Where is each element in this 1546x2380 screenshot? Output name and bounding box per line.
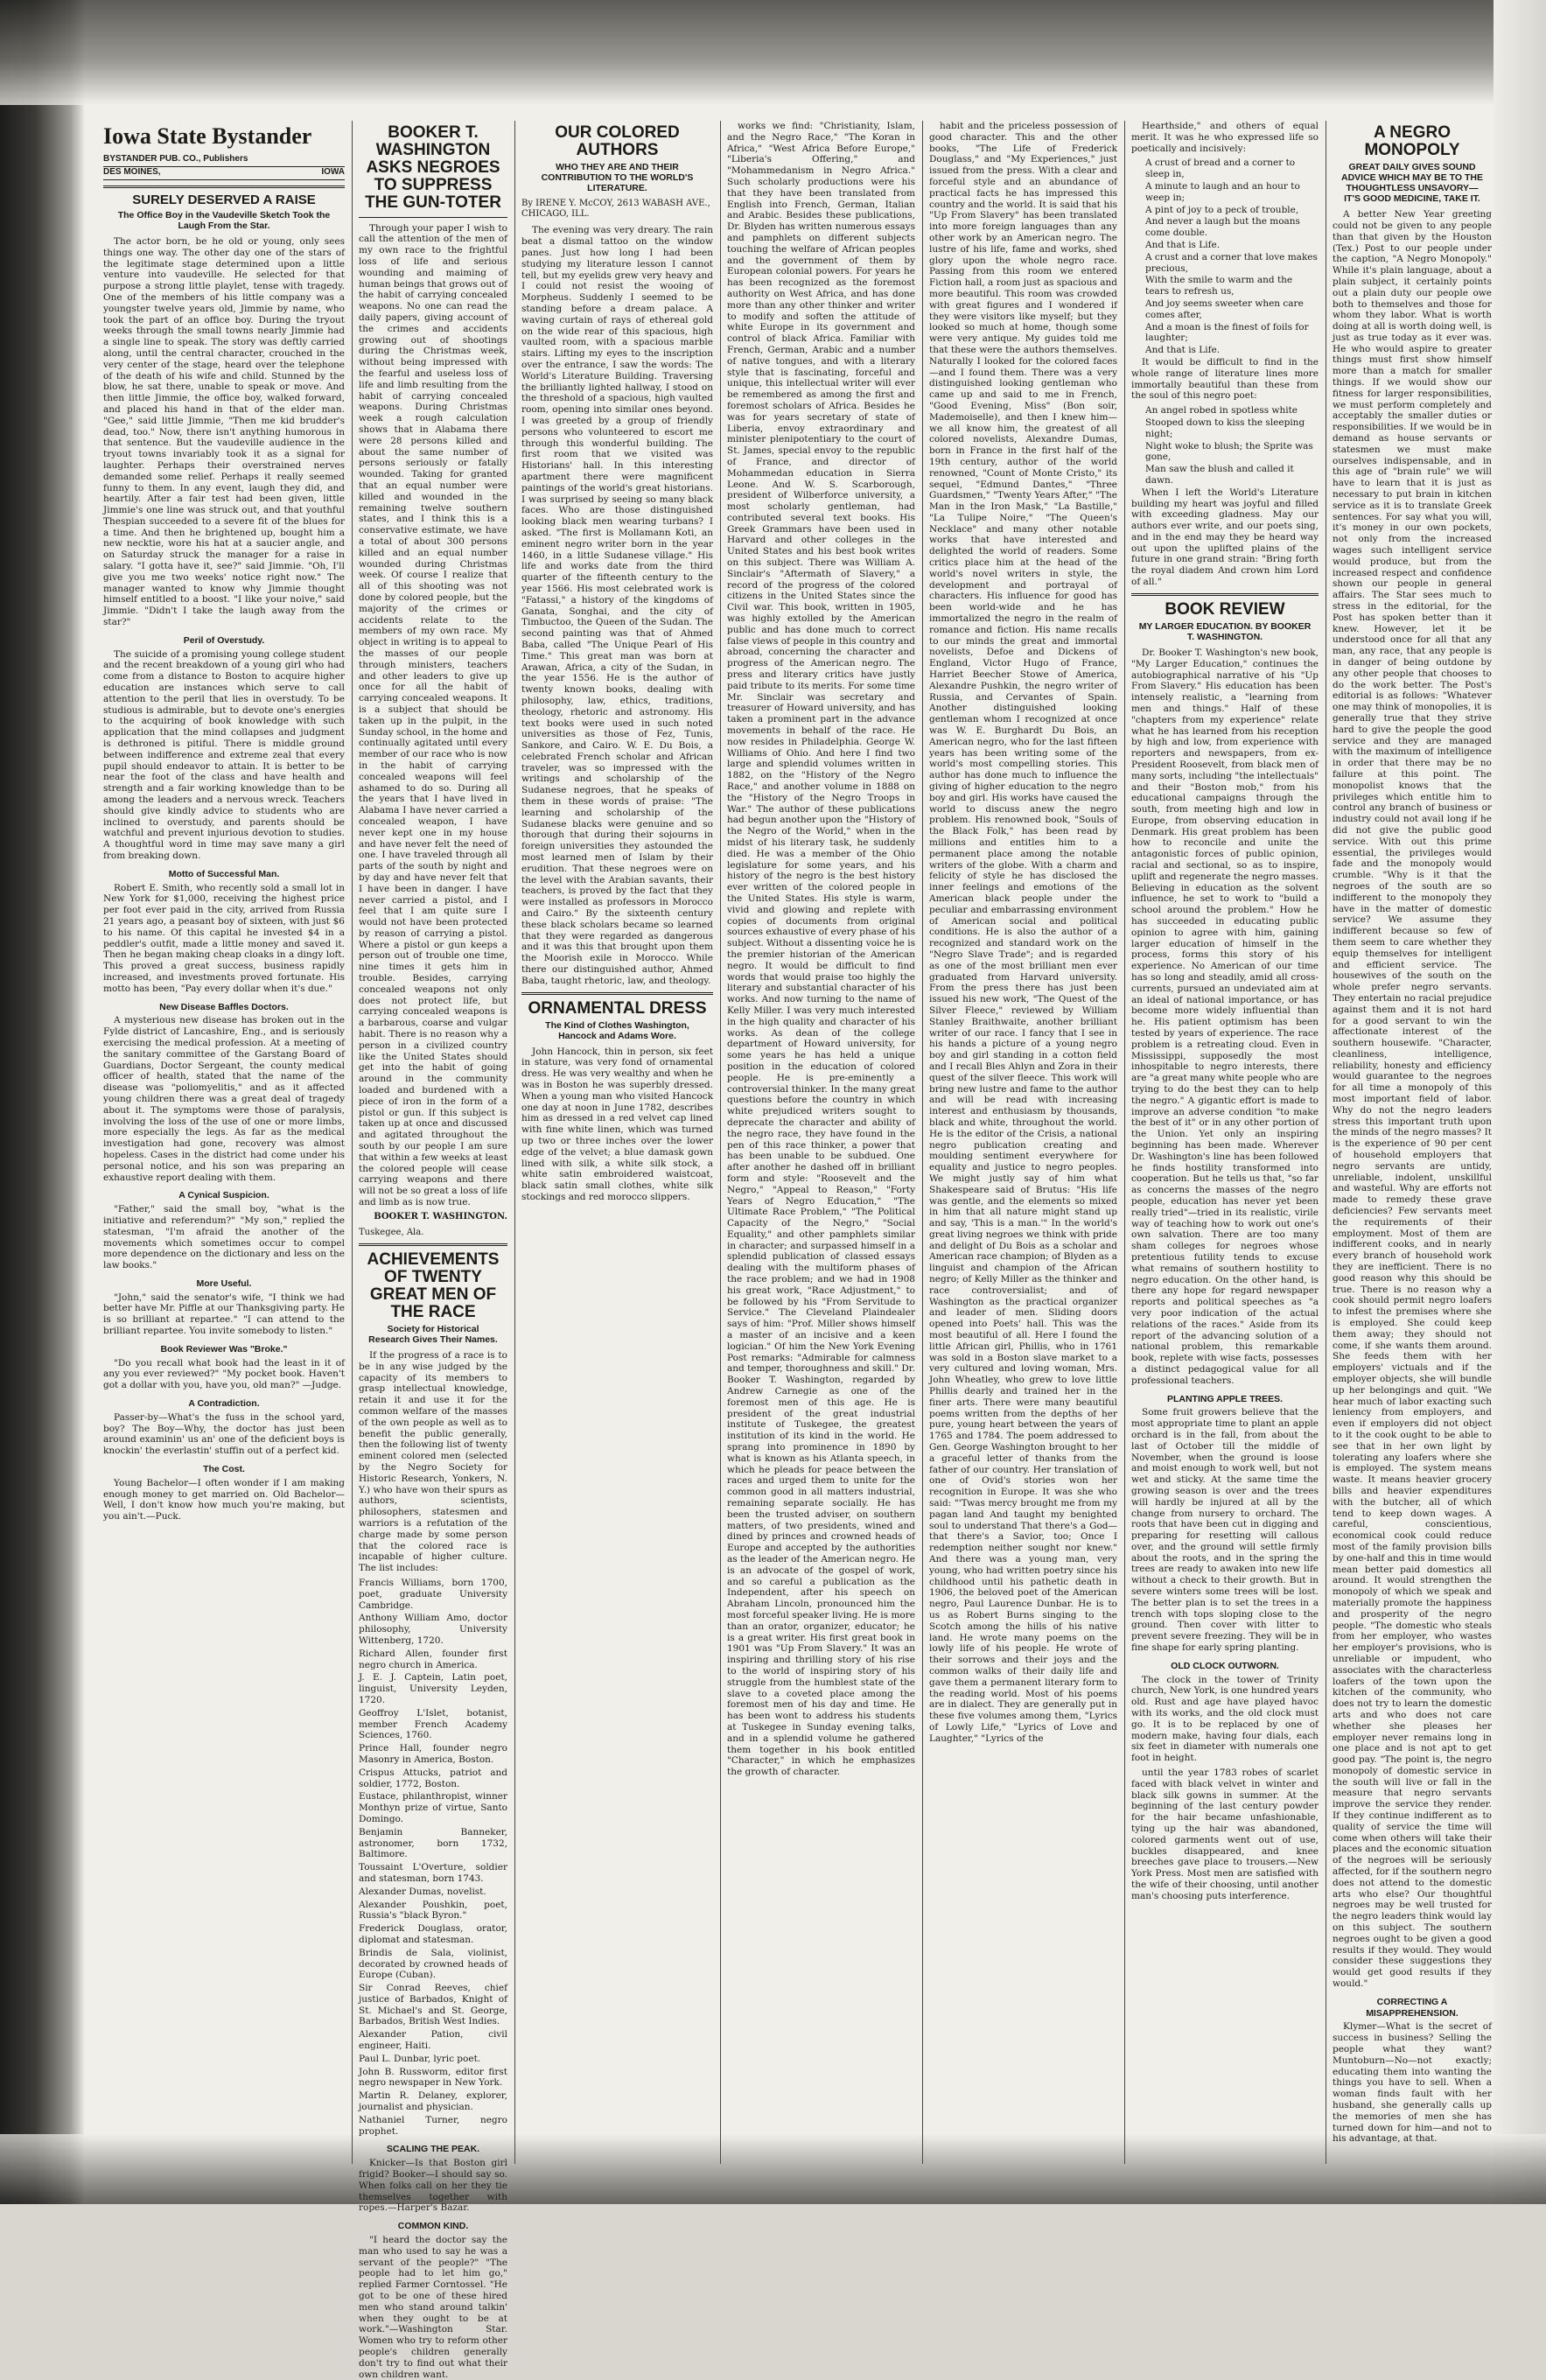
scan-edge-left [0,0,84,2204]
headline: BOOKER T. WASHINGTON ASKS NEGROES TO SUPPRESS THE GUN-TOTER [365,123,501,212]
list-item: Paul L. Dunbar, lyric poet. [359,2053,481,2064]
article-body: When I left the World's Literature building my heart was joyful and filled with exceeding gladness. May our authors ever write, and our poets sing, and in the end may they be heard way out upon the uplifted plains of the future in one grand strain: "Bring forth the royal diadem And crown him Lord of all." [1131,486,1319,588]
list-item: Nathaniel Turner, negro prophet. [359,2114,507,2137]
column-4 [727,121,915,2164]
list-item: Alexander Pation, civil engineer, Haiti. [359,2029,507,2052]
article-body: The suicide of a promising young college student and the recent breakdown of a young girl who had come from a distance to Boston to acquire higher education are instances which serve to call attention to the peril that lies in overstudy. To be studious is admirable, but to devote one's energies to the acquiring of book knowledge with such application that the mind collapses and judgment is dethroned is pitiful. There is middle ground between indifference and extreme zeal that every pupil should endeavor to attain. It is better to be near the foot of the class and have health and strength and a fair working knowledge than to be among the leaders and a nervous wreck. Teachers should give kindly advice to students who are inclined to overstudy, and parents should be watchful and prevent injurious devotion to studies. A thoughtful word in time may save many a girl from breaking down. [103,648,345,861]
subheading: PLANTING APPLE TREES. [1166,1393,1284,1404]
scan-edge-top [0,0,1546,105]
poem [1131,158,1319,356]
column-6 [1131,121,1319,2164]
poem-line: An angel robed in spotless white [1145,405,1298,416]
article-body: Young Bachelor—I often wonder if I am making enough money to get married on. Old Bachelor—Well, I don't know how much you're making, but you ain't.—Puck. [103,1477,345,1522]
headline: ACHIEVEMENTS OF TWENTY GREAT MEN OF THE RACE [367,1250,500,1321]
article-body: habit and the priceless possession of good character. This and the other books, "The Life of Frederick Douglass," and "My Experiences," just issued from the press. With a clear and forceful style and an abundance of practical facts he has impressed this country and the world. It is said that his "Up From Slavery" has been translated into more foreign languages than any other work by an American negro. The lustre of his life, fame and works, shed glory upon the whole negro race. Passing from this room we entered Fiction hall, a room just as spacious and more beautiful. This room was crowded with great figures and I wondered if they were visitors like myself; but they looked so much at home, though some were very antique. My guides told me that these were the authors themselves. Naturally I looked for the colored faces—and I found them. There was a very distinguished looking gentleman who came up and said to me in French, "Good Evening, Miss" (Bon soir, Mademoiselle), and then I knew him—we all know him, the greatest of all colored novelists, Alexandre Dumas, born in France in the first half of the 19th century, author of the world renowned, "Count of Monte Cristo," its sequel, "Edmund Dantes," "Three Guardsmen," "Twenty Years After," "The Man in the Iron Mask," "La Bastille," "La Tulipe Noire," "The Queen's Necklace" and many other notable works that have interested and delighted the world of readers. Some critics place him at the head of the world's novel writers in style, the development and portrayal of characters. His influence for good has been world-wide and he has immortalized the negro in the realm of romance and fiction. His name recalls to our minds the great and immortal novelists, Defoe and Dickens of England, Victor Hugo of France, Harriet Beecher Stowe of America, Alexandre Pushkin, the negro writer of Russia, and Cervantes of Spain. Another distinguished looking gentleman whom I recognized at once was W. E. Burghardt Du Bois, an American negro, who for the last fifteen years has been writing some of the world's most compelling stories. This author has done much to influence the giving of higher education to the negro boy and girl. His works have caused the world to discuss anew the negro problem. His renowned book, "Souls of the Black Folk," has been read by millions and entitles him to a permanent place among the notable writers of the globe. With a charm and felicity of style he has disclosed the inner feelings and emotions of the American black people under the peculiar and embarrassing environment of American social and political conditions. He is also the author of a recognized and standard work on the "Negro Slave Trade"; and is regarded as one of the most brilliant men ever graduated from Harvard university. From the press there has just been issued his new work, "The Quest of the Silver Fleece," reviewed by William Stanley Braithwaite, another brilliant writer of our race. I fancy that I see in his hands a picture of a young negro boy and girl standing in a cotton field and I recall Bles Ahlyn and Zora in their quest of the silver fleece. This work will bring new lustre and fame to the author and will be read with increasing interest and enthusiasm by thousands, black and white, throughout the world. He is the editor of the Crisis, a national negro publication creating and moulding sentiment everywhere for equality and justice to negro peoples. We might justly say of him what Shakespeare said of Brutus: "His life was gentle, and the elements so mixed in him that all nature might stand up and say, 'This is a man.'" In the world's great living negroes we think with pride and delight of Du Bois as a scholar and American race champion; of Blyden as a linguist and champion of the African negro; of Kelly Miller as the thinker and race controversialist; and of Washington as the practical organizer and leader of men. Sliding doors opened into Poets' hall. This was the most beautiful of all. Here I found the little African girl, Phillis, who in 1761 was sold in a Boston slave market to a very cultured and loving woman, Mrs. John Wheatley, who grew to love little Phillis dearly and trained her in the finer arts. There were many beautiful poems written from the depths of her pure, young heart between the years of 1765 and 1784. The poem addressed to Gen. George Washington brought to her a graceful letter of thanks from the father of our country. Her translation of one of Ovid's stories won her recognition in Europe. It was she who said: "'Twas mercy brought me from my pagan land And taught my benighted soul to understand That there's a God—that there's a Savior, too; Once I redemption neither sought nor knew." And there was a young man, very young, who had written poetry since his childhood until his pathetic death in 1906, the beloved poet of the American negro, Paul Laurence Dunbar. He is to us as Robert Burns singing to the Scotch among the hills of his native land. He wrote many poems on the lowly life of his people. He wrote of their sorrows and their joys and the common walks of their daily life and gave them a permanent literary form to the reading world. Most of his poems are in dialect. They are generally put in these five volumes among them, "Lyrics of Lowly Life," "Lyrics of Love and Laughter," "Lyrics of the [929,121,1117,1744]
list-item: John B. Russworm, editor first negro newspaper in New York. [359,2066,507,2089]
headline: ORNAMENTAL DRESS [528,998,707,1018]
poem [1131,405,1319,486]
masthead-city: DES MOINES, [103,166,161,177]
headline: OUR COLORED AUTHORS [555,123,680,159]
poem-line: And that is Life. [1145,239,1221,250]
masthead-location-row [103,167,345,180]
article-body: Robert E. Smith, who recently sold a small lot in New York for $1,000, receiving the highest price per foot ever paid in the city, arrived from Russia 21 years ago, a peasant boy of sixteen, with just $6 to his name. Of this capital he invested $4 in a peddler's outfit, made a little money and saved it. Then he began making cheap cloaks in a dingy loft. This proved a great success, business rapidly increased, and investments proved fortunate. His motto has been, "Pay every dollar when it's due." [103,882,345,994]
list-item: Francis Williams, born 1700, poet, graduate University Cambridge. [359,1578,507,1611]
article-body: Hearthside," and others of equal merit. It was he who expressed life so poetically and incisively: [1131,121,1319,154]
list-item: Brindis de Sala, violinist, decorated by crowned heads of Europe (Cuban). [359,1947,507,1981]
headline-deck: The Office Boy in the Vaudeville Sketch Took the Laugh From the Star. [117,209,331,231]
column-5 [929,121,1117,2164]
article-body: works we find: "Christianity, Islam, and the Negro Race," "The Koran in Africa," "West Africa Before Europe," "Liberia's Offering," and "Mohammedanism in Negro Africa." Such scholarly productions were his that they have been translated from English into French, German, Italian and Arabic. Besides these publications, Dr. Blyden has written numerous essays and pamphlets on different subjects touching the welfare of African peoples and the government of them by European colonial powers. For years he has been recognized as the foremost authority on West Africa, and has done more than any other thinker and writer to modify and soften the attitude of white Europe in its government and control of black Africa. Familiar with French, German, Arabic and a number of native tongues, and with a literary style that is fascinating, forceful and unique, this intellectual writer will ever be remembered as among the first and foremost scholars of Africa. Besides he was for years secretary of state of Liberia, envoy extraordinary and minister plenipotentiary to the court of St. James, special envoy to the republic of France, and director of Mohammedan education in Sierra Leone. And W. S. Scarborough, president of Wilberforce university, a most scholarly gentleman, had contributed several text books. His Greek Grammars have been used in Harvard and other colleges in the United States and his best book writes on this subject. There was William A. Sinclair's "Aftermath of Slavery," a record of the progress of the colored citizens in the United States since the Civil war. This book, written in 1905, was highly extolled by the American public and has done much to correct false views of people in this country and abroad, concerning the character and progress of the American negro. The press and literary critics have justly paid tribute to its merits. For some time Mr. Sinclair was secretary and treasurer of Howard university, and has taken a prominent part in the advance movements in behalf of the race. He now resides in Philadelphia. George W. Williams of Ohio. And here I find two large and splendid volumes written in 1882, on the "History of the Negro Race," and another volume in 1888 on the "History of the Negro Troops in War." The author of these publications had begun another upon the "History of the Negro of the World," when in the midst of his literary task, he suddenly died. He was a member of the Ohio legislature for some years, and his history of the negro is the best history ever written of the colored people in the United States. His style is warm, vivid and glowing and replete with copies of documents from original sources exhaustive of every phase of his subject. Without a dissenting voice he is the premier historian of the American negro. It would be difficult to find words that would praise too highly the literary and substantial character of his works. And now turning to the name of Kelly Miller. I was very much interested in the high quality and character of his works. As dean of the college department of Howard university, for some years he has held a unique position in the education of colored people. He is pre-eminently a controversial thinker. In the many great questions before the country in which white prejudiced writers sought to deprecate the character and ability of the negro race, they have found in the pen of this race thinker, a power that has been unable to be subdued. One after another he dashed off in brilliant form and style: "Roosevelt and the Negro," "Appeal to Reason," "Forty Years of Negro Education," "The Ultimate Race Problem," "The Political Capacity of the Negro," "Social Equality," and other pamphlets similar in character; and surpassed himself in a splendid publication of classed essays dealing with the multiform phases of the race problem; and we had in 1908 his great work, "Race Adjustment," to be followed by his "From Servitude to Service." The Cleveland Plaindealer says of him: "Prof. Miller shows himself a master of an incisive and a keen logician." Of him the New York Evening Post remarks: "Admirable for calmness and temper, thoroughness and skill." Dr. Booker T. Washington, regarded by Andrew Carnegie as one of the foremost men of this age. He is president of the great industrial institute of Tuskegee, the greatest institution of its kind in the world. He sprang into prominence in 1890 by what is known as his Atlanta speech, in which he pleads for peace between the races and urged them to unite for the common good in all matters industrial, remaining separate socially. He has been the trusted adviser, on southern matters, of two presidents, wined and dined by princes and crowned heads of Europe and accepted by the authorities as the leader of the American negro. He is an advocate of the gospel of work, and so careful a publication as the Independent, after his speech on Abraham Lincoln, pronounced him the most forceful speaker living. He is more than an orator, organizer, educator; he is a great writer. His first great book in 1901 was "Up From Slavery." It was an inspiring and thrilling story of his rise to the world of inspiring story of his struggle from the humblest state of the slave to a coveted place among the foremost men of his day and time. He has been wont to address his students at Tuskegee in Sunday evening talks, and in a splendid volume he gathered them together in his book entitled "Character," in which he emphasizes the growth of character. [727,121,915,1778]
poem-line: Man saw the blush and called it dawn. [1145,464,1294,486]
list-item: Toussaint L'Overture, soldier and statesman, born 1743. [359,1862,507,1884]
article-body: "John," said the senator's wife, "I think we had better have Mr. Piffle at our Thanksgiving party. He is so brilliant at repartee." "I can attend to the brilliant repartee. You invite somebody to listen." [103,1292,345,1337]
headline: A NEGRO MONOPOLY [1364,123,1460,159]
list-item: Anthony William Amo, doctor philosophy, University Wittenberg, 1720. [359,1613,507,1646]
subheading: Peril of Overstudy. [183,634,265,646]
divider [359,1243,507,1246]
list-item: Prince Hall, founder negro Masonry in America, Boston. [359,1743,507,1765]
list-item: Crispus Attucks, patriot and soldier, 1772, Boston. [359,1767,507,1789]
list-item: Frederick Douglass, orator, diplomat and statesman. [359,1923,507,1945]
article-body: Passer-by—What's the fuss in the school yard, boy? The Boy—Why, the doctor has just been around examinin' us an' one of the deficient boys is knockin' the everlastin' stuffin out of a perfect kid. [103,1411,345,1457]
article-body: A mysterious new disease has broken out in the Fylde district of Lancashire, Eng., and is seriously exercising the medical profession. At a meeting of the sanitary committee of the Garstang Board of Guardians, Doctor Sergeant, the county medical officer of health, stated that the name of the disease was "poliomyelitis," and as it affected young children there was a great deal of tragedy about it. The symptoms were those of paralysis, involving the loss of the use of one or more limbs, more especially the legs. As far as the medical investigation had gone, recovery was almost hopeless. Cases in the district had come under his personal notice, and his son was preparing an exhaustive report dealing with them. [103,1015,345,1183]
article-body: "Father," said the small boy, "what is the initiative and referendum?" "My son," replied the statesman, "I'm afraid the another of the movements which sometimes occur to compel more dependence on the dictionary and less on the law books." [103,1204,345,1271]
subheading: More Useful. [196,1278,252,1289]
column-1 [103,121,345,2164]
dateline: Tuskegee, Ala. [359,1228,424,1237]
article-body: Dr. Booker T. Washington's new book, "My Larger Education," continues the autobiographical narrative of his "Up From Slavery." His education has been intensely realistic, a "learning from men and things." Half of these "chapters from my experience" relate what he has learned from his reception by high and low, from experience with reporters and newspapers, from ex-President Roosevelt, from black men of many sorts, including "the intellectuals" and their "Boston mob," from his educational campaigns through the south, from meeting high and low in Europe, from observing education in Denmark. His great problem has been how to reconcile and unite the antagonistic forces of public opinion, racial and sectional, so as to inspire, uplift and regenerate the negro masses. Believing in education as the solvent influence, he set to work to "build a school around the problem." How he has succeeded in educating public opinion to agree with him, gaining larger education of himself in the process, forms this story of his experience. No American of our time has so long and steadily, amid all cross-currents, pursued an undeviated aim at an ideal of national importance, or has become more widely influential than he. His patient optimism has been tested by years of experience. The race problem is a retreating cloud. Even in Mississippi, supposedly the most inhospitable to negro interests, there are "a great many white people who are trying to do the best they can to help the negro." A gigantic effort is made to improve an adverse condition "to make the best of it" or in any other portion of the Union. Yet only an inspiring beginning has been made. Wherever Dr. Washington's line has been followed he finds hostility transformed into cooperation. But he tells us that, "so far as concerns the masses of the negro people, education has never yet been really tried"—tried in its realistic, virile way of teaching how to work out one's own salvation. There are too many sham colleges for negroes whose pretentious futility tends to excuse what remains of southern hostility to negro education. On the other hand, is there any hope for regard newspaper reports and political speeches as "a very poor indication of the actual relations of the races." Aside from its report of the advancing solution of a national problem, this remarkable book, replete with wise facts, possesses a distinct pedagogical value for all professional teachers. [1131,647,1319,1386]
poem-line: Night woke to blush; the Sprite was gone, [1145,440,1313,463]
poem-line: And never a laugh but the moans come double. [1145,216,1300,239]
poem-line: A crust of bread and a corner to sleep in, [1145,158,1296,180]
column-3 [521,121,713,2164]
masthead-title: Iowa State Bystander [103,123,312,149]
signature: BOOKER T. WASHINGTON. [374,1211,507,1222]
list-item: Richard Allen, founder first negro church in America. [359,1648,507,1670]
poem-line: With the smile to warm and the tears to refresh us, [1145,275,1293,298]
article-body: John Hancock, thin in person, six feet in stature, was very fond of ornamental dress. He was very wealthy and when he was in Boston he was superbly dressed. When a young man who visited Hancock one day at noon in June 1782, describes him as dressed in a red velvet cap lined with fine white linen, which was turned up two or three inches over the lower edge of the velvet; a blue damask gown lined with silk, a white silk stock, a white satin embroidered waistcoat, black satin small clothes, white silk stockings and red morocco slippers. [521,1046,713,1203]
divider [103,186,345,188]
article-body: If the progress of a race is to be in any wise judged by the capacity of its members to grasp intellectual knowledge, retain it and use it for the common welfare of the masses of the own people as well as to benefit the public generally, then the following list of twenty eminent colored men (selected by the Negro Society for Historic Research, Yonkers, N. Y.) who have won their spurs as authors, scientists, philosophers, statesmen and warriors is a refutation of the charge made by some person that the colored race is incapable of higher culture. The list includes: [359,1350,507,1574]
headline-deck: The Kind of Clothes Washington, Hancock and Adams Wore. [545,1019,689,1041]
poem-line: A minute to laugh and an hour to weep in; [1145,180,1300,203]
subheading: COMMON KIND. [397,2221,469,2232]
subheading: Book Reviewer Was "Broke." [160,1343,288,1354]
article-body: The clock in the tower of Trinity church, New York, is one hundred years old. Rust and age have played havoc with its works, and the old clock must go. It is to be replaced by one of modern make, having four dials, each six feet in diameter with numerals one foot in height. [1131,1674,1319,1764]
divider [1131,593,1319,596]
headline-deck: Society for Historical Research Gives Their Names. [368,1323,498,1345]
column-rule [922,121,923,2164]
poem-line: A pint of joy to a peck of trouble, [1145,204,1299,215]
article-body: "Do you recall what book had the least in it of any you ever reviewed?" "My pocket book. Haven't got a dollar with you, have you, old man?" —Judge. [103,1357,345,1391]
list-item: Eustace, philanthropist, winner Monthyn prize of virtue, Santo Domingo. [359,1791,507,1824]
subheading: CORRECTING A MISAPPREHENSION. [1366,1996,1459,2019]
list-item: Martin R. Delaney, explorer, journalist and physician. [359,2090,507,2113]
headline-deck: GREAT DAILY GIVES SOUND ADVICE WHICH MAY BE TO THE THOUGHTLESS UNSAVORY—IT'S GOOD MEDICINE, TAKE IT. [1341,161,1483,205]
article-body: It would be difficult to find in the whole range of literature lines more immortally beautiful than these from the soul of this negro poet: [1131,356,1319,402]
list-item: Sir Conrad Reeves, chief justice of Barbados, Knight of St. Michael's and St. George, Barbados, British West Indies. [359,1983,507,2027]
eminent-men-list [359,1578,507,2137]
headline: BOOK REVIEW [1165,599,1285,619]
headline-deck: MY LARGER EDUCATION. BY BOOKER T. WASHINGTON. [1138,620,1312,642]
masthead-publisher: BYSTANDER PUB. CO., Publishers [103,153,248,164]
list-item: J. E. J. Captein, Latin poet, linguist, University Leyden, 1720. [359,1672,507,1705]
article-body: Knicker—Is that Boston girl frigid? Booker—I should say so. When folks call on her they tie themselves together with ropes.—Harper's Bazar. [359,2158,507,2214]
scan-edge-right [1494,0,1546,2204]
article-body: The evening was very dreary. The rain beat a dismal tattoo on the window panes. Just how long I had been studying my literature lesson I cannot tell, but my eyelids grew very heavy and I could not resist the wooing of Morpheus. Suddenly I seemed to be standing before a dream palace. A waving curtain of rays of ethereal gold on the wide rear of this spacious, high vaulted room, with a spacious marble stairs. Lifting my eyes to the inscription over the entrance, I saw the words: The World's Literature Building. Traversing the brilliantly lighted hallway, I stood on the threshold of a spacious, high vaulted room, opening into similar ones beyond. I was greeted by a group of friendly persons who volunteered to escort me through this wonderful building. The first room that we visited was Historians' hall. In this interesting apartment there were magnificent paintings of the world's great historians. I was surprised by seeing so many black faces. Who are those distinguished looking black men wearing turbans? I asked. "The first is Mollamann Koti, an eminent negro writer born in the year 1460, in a little Sudanese village." His life and works date from the third quarter of the fifteenth century to the year 1566. His most celebrated work is "Fatassi," a history of the kingdoms of Ganata, Songhai, and the city of Timbuctoo, the Queen of the Sudan. The second painting was that of Ahmed Baba, called "The Unique Pearl of His Time." This great man was born at Arawan, Africa, a city of the Sudan, in the year 1556. He is the author of twenty known books, dealing with philosophy, law, ethics, traditions, theology, rhetoric and astronomy. His text books were used in such noted universities as those of Fez, Tunis, Sankore, and Cairo. W. E. Du Bois, a celebrated French scholar and African traveler, was so impressed with the writings and scholarship of the Sudanese negroes, that he speaks of them in these words of praise: "The learning and scholarship of the Sudanese blacks were genuine and so thorough that during their sojourns in foreign universities they astounded the most learned men of Islam by their erudition. That these negroes were on the level with the Arabian savants, their teachers, is proved by the fact that they were installed as professors in Morocco and Cairo." By the sixteenth century these black scholars became so learned that they were regarded as dangerous and it was this that brought upon them the Moorish exile in Morocco. While there our distinguished author, Ahmed Baba, taught rhetoric, law, and theology. [521,225,713,986]
column-rule [352,121,353,2164]
article-body: Through your paper I wish to call the attention of the men of my own race to the frightful loss of life and serious wounding and maiming of human beings that grows out of the habit of carrying concealed weapons. No one can read the daily papers, giving account of the crimes and accidents growing out of shootings during the Christmas week, without being impressed with the fearful and useless loss of life and limb resulting from the habit of carrying concealed weapons. During Christmas week a rough calculation shows that in Alabama there were 28 persons killed and about the same number of persons seriously or fatally wounded. Taking for granted that an equal number were killed and wounded in the remaining twelve southern states, and I think this is a conservative estimate, we have a total of about 300 persons killed and an equal number wounded during Christmas week. Of course I realize that all of this shooting was not done by colored people, but the majority of the crimes or accidents relate to the members of my own race. My object in writing is to appeal to the masses of our people through ministers, teachers and other leaders to give up once for all the habit of carrying concealed weapons. It is a subject that should be taken up in the pulpit, in the Sunday school, in the home and continually agitated until every member of our race who is now in the habit of carrying concealed weapons will feel ashamed to do so. During all the years that I have lived in Alabama I have never carried a concealed weapon, I have never kept one in my house and have never felt the need of one. I have traveled through all parts of the south by night and by day and have never felt that I have been in danger. I have never carried a pistol, and I feel that I am quite sure I would not have been protected by reason of carrying a pistol. Where a pistol or gun keeps a person out of trouble one time, nine times it gets him in trouble. Besides, carrying concealed weapons not only does not protect life, but carrying concealed weapons is a barbarous, coarse and vulgar habit. There is no reason why a person in a civilized country like the United States should get into the habit of going around in the community loaded and burdened with a piece of iron in the form of a pistol or gun. If this subject is taken up at once and discussed and agitated throughout the south by our people I am sure that within a few weeks at least the colored people will cease carrying weapons and there will not be so great a loss of life and limb as is now true. [359,222,508,1208]
subheading: Motto of Successful Man. [168,868,280,879]
subheading: OLD CLOCK OUTWORN. [1171,1660,1279,1671]
column-7 [1333,121,1492,2164]
poem-line: Stooped down to kiss the sleeping night; [1145,416,1305,439]
subheading: The Cost. [203,1464,245,1475]
article-body: "I heard the doctor say the man who used to say he was a servant of the people?" "The people had to let him go," replied Farmer Corntossel. "He got to be one of these hired men who stand around talkin' when they ought to be at work."—Washington Star. Women who try to reform other people's children generally don't try to find out what their own children want. [359,2235,507,2380]
divider [521,992,713,995]
subheading: A Contradiction. [188,1398,260,1410]
poem-line: And a moan is the finest of foils for laughter; [1145,321,1309,344]
list-item: Geoffroy L'Islet, botanist, member French Academy Sciences, 1760. [359,1707,507,1741]
subheading: A Cynical Suspicion. [178,1190,269,1201]
list-item: Benjamin Banneker, astronomer, born 1732, Baltimore. [359,1826,507,1860]
subheading: SCALING THE PEAK. [386,2144,480,2155]
article-body: until the year 1783 robes of scarlet faced with black velvet in winter and black silk gowns in summer. At the beginning of the last century powder for the hair became unfashionable, tying up the hair was abandoned, colored garments went out of use, buckles disappeared, and knee breeches gave place to trousers.—New York Press. Most men are satisfied with the wife of their choosing, until another man's choosing puts interference. [1131,1768,1319,1901]
list-item: Alexander Poushkin, poet, Russia's "black Byron." [359,1899,507,1922]
poem-line: And joy seems sweeter when care comes after, [1145,298,1304,320]
column-rule [1124,121,1125,2164]
headline-deck: WHO THEY ARE AND THEIR CONTRIBUTION TO THE WORLD'S LITERATURE. [541,161,694,193]
article-body: A better New Year greeting could not be given to any people than that given by the Houston (Tex.) Post to our people under the caption, "A Negro Monopoly." While it's plain language, about a plain subject, it certainly points out a plain duty our people owe both to themselves and those for whom they labor. What is worth doing at all is worth doing well, is just as true today as it ever was. He who would aspire to greater things must first show himself more than a match for smaller things. If we would show our fitness for larger responsibilities, we must perform completely and acceptably the smaller duties or responsibilities. If we would be in demand as house servants or statesmen we must make ourselves indispensable, and in this age of "brain rule" we will have to learn that it is just as necessary to put brain in kitchen service as it is to translate Greek sentences. For say what you will, it's money in our own pockets, not only from the increased wages such intelligent service would produce, but from the increased respect and confidence shown our people in general affairs. The Star sees much to stress in the editorial, for the Post has spoken better than it knew. However, let it be understood once for all that any man, any race, that any people is in danger of being outdone by any other people that chooses to do the work better. The Post's editorial is as follows: "Whatever one may think of monopolies, it is generally true that they strive hard to give the people the good service and they are managed with the maximum of intelligence in order that there may be no failure at this point. The monopolist knows that the privileges which entitle him to control any branch of business or industry could not avail long if he did not give the public good service. With out this prime essential, the privileges would fade and the monopoly would crumble. "Why is it that the negroes of the south are so indifferent to the monopoly they have in the matter of domestic service? We assume they indifferent because so few of them seem to care whether they equip themselves for intelligent and efficient service. The housewives of the south on the whole prefer negro servants. They entertain no racial prejudice against them and it is not hard for a good servant to win the affectionate interest of the southern housewife. "Character, cleanliness, intelligence, reliability, honesty and efficiency would guarantee to the negroes for all time a monopoly of this most important field of labor. Why do not the negro leaders stress this important truth upon the minds of the negro masses? It is the experience of 90 per cent of household employers that negro servants are untidy, unreliable, indolent, unskillful and wasteful. Why are efforts not made to remedy these grave deficiencies? Few servants meet the requirements of their employment. Most of them are indifferent cooks, and in nearly every branch of household work they are inefficient. There is no good reason why this should be true. There is no reason why a cook should permit negro loafers to infest the premises where she is employed. She could keep them away; they should not come, if she wants them around. She feeds them with her employers' victuals and if the employer objects, she will bundle up her belongings and quit. "We hear much of labor exacting such leniency from employers, and even if employers did not object to it the cook ought to be able to see that in her own light by tolerating any loafers where she is employed. The system means waste. It means heavier grocery bills and heavier expenditures with the butcher, all of which tend to keep down wages. A careful, conscientious, economical cook could reduce most of the family provision bills by one-half and this in time would mean better paid domestics all around. It would strengthen the monopoly of which we speak and materially promote the happiness and prosperity of the negro people. "The domestic who steals from her employer, who wastes her employer's provisions, who is unreliable or impudent, who associates with the characterless loafers of the town upon the kitchen of the community, who does not try to learn the domestic arts and who does not care whether she pleases her employer never remains long in one place and is not apt to get good pay. "The point is, the negro monopoly of domestic service in the south will live or fall in the measure that negro servants improve the service they render. If they continue indifferent as to quality of service the time will come when others will take their places and the economic situation of the negroes will be seriously affected, for if the southern negro does not attend to the domestic arts who else? Our thoughtful negroes may be well trusted for the negro leaders think would lay on this subject. The southern negroes ought to be given a good results if they would. They would consider these suggestions they would get good results if they would." [1333,209,1492,1990]
article-body: The actor born, be he old or young, only sees things one way. The other day one of the stars of the legitimate stage determined upon a little venture into vaudeville. He selected for that purpose a strong little playlet, tense with tragedy. One of the members of his little company was a youngster twelve years old, Jimmie by name, who took the part of an office boy. During the tryout weeks through the small towns nearly Jimmie had a single line to speak. The story was deftly carried along, until the central character, crouched in the very center of the stage, heard over the telephone of the death of his wife and child. Stunned by the blow, he sat there, unable to speak or move. And then little Jimmie, the office boy, walked forward, and placed his hand in that of the elder man. "Gee," said little Jimmie, "Then me kid brudder's dead, too." Now, there isn't anything humorous in that sentence. But the vaudeville audience in the tryout towns invariably took it as a signal for laughter. Perhaps their overstrained nerves demanded some relief. Perhaps it really seemed funny to them. In any event, laugh they did, and heartily. After a fair test had been given, little Jimmie's one line was struck out, and that youthful Thespian succeeded to a severe fit of the blues for a time. And then he brightened up, bought him a new necktie, wore his hat at a saucier angle, and on Saturday struck the manager for a raise in salary. "I gotta have it, see?" said Jimmie. "Oh, I'll give you me two weeks' notice right now." The manager wanted to know why Jimmie thought himself entitled to a boost. "I like your noive," said Jimmie. "Didn't I take the laugh away from the star?" [103,235,345,628]
poem-line: And that is Life. [1145,345,1221,356]
column-rule [514,121,515,2164]
headline: SURELY DESERVED A RAISE [132,192,316,208]
article-body: Klymer—What is the secret of success in business? Selling the people what they want? Muntoburn—No—not exactly; educating them into wanting the things you have to sell. When a woman finds fault with her husband, she generally calls up the memories of men she has turned down for him—and not to his advantage, at that. [1333,2021,1492,2145]
masthead-state: IOWA [321,166,345,177]
list-item: Alexander Dumas, novelist. [359,1886,486,1897]
divider [359,217,507,218]
poem-line: A crust and a corner that love makes precious, [1145,251,1318,274]
column-rule [720,121,721,2164]
masthead-publisher-row [103,154,345,167]
byline: By IRENE Y. McCOY, 2613 WABASH AVE., CHICAGO, ILL. [521,199,710,220]
column-2 [359,121,508,2380]
subheading: New Disease Baffles Doctors. [159,1001,289,1012]
article-body: Some fruit growers believe that the most appropriate time to plant an apple orchard is in the fall, from about the last of October till the middle of November, when the ground is loose and moist enough to work well, but not wet and sticky. At the same time the growing season is over and the trees will hardly be injured at all by the change from nursery to orchard. The roots that have been cut in digging and preparing for resetting will callous over, and the ground will settle firmly about the roots, and in the spring the trees are ready to awaken into new life without a check to their growth. But in severe winters some trees will be lost. The better plan is to set the trees in a trench with tops sloping close to the ground. Then cover with litter to prevent severe freezing. They will be in fine shape for early spring planting. [1131,1407,1319,1654]
